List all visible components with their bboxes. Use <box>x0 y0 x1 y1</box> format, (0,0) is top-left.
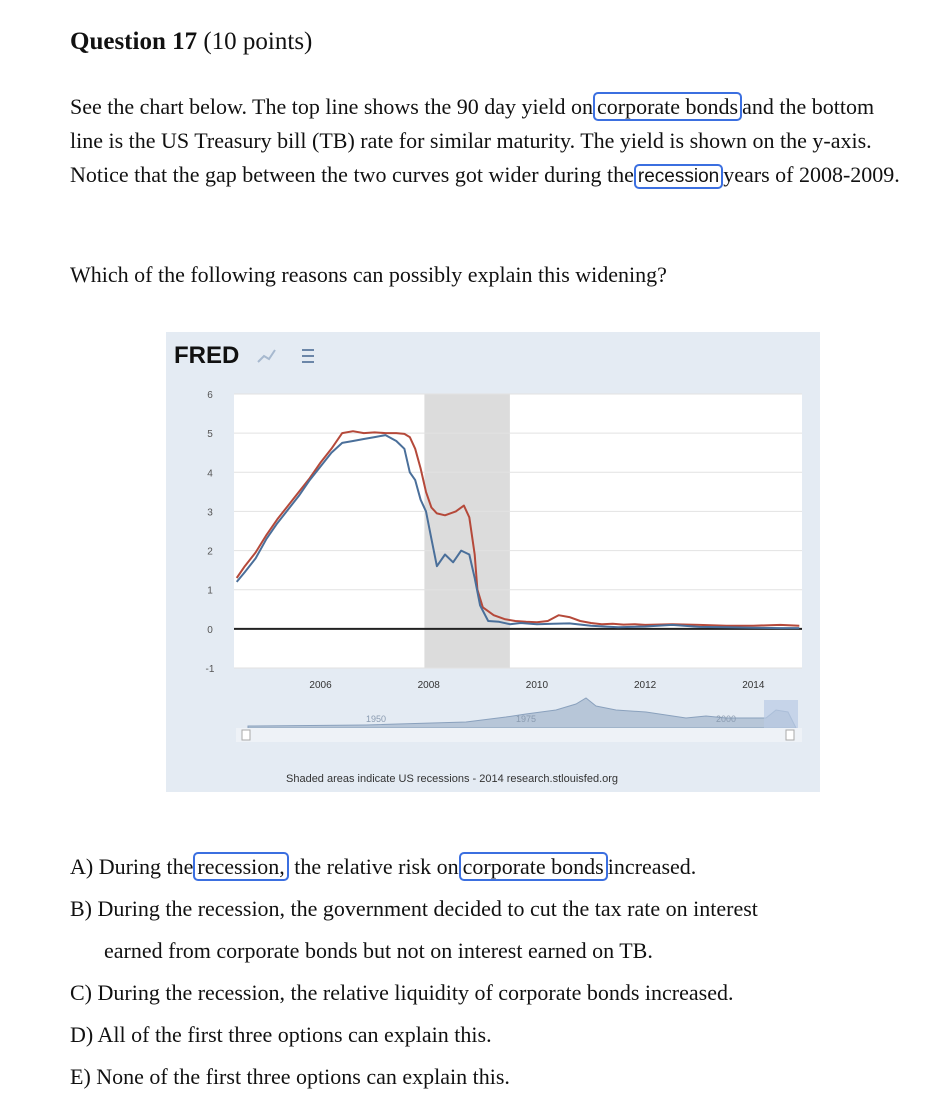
option-a-suffix: increased. <box>607 854 697 879</box>
x-tick-label: 2010 <box>525 680 549 691</box>
option-a-mid: the relative risk on <box>294 854 459 879</box>
navigator-label: 1950 <box>365 714 387 724</box>
scroll-left-arrow <box>242 730 250 740</box>
question-prompt: Which of the following reasons can possibly explain this widening? <box>70 262 667 287</box>
option-a-highlight-recession[interactable]: recession, <box>193 852 288 881</box>
fred-logo: FRED <box>174 342 240 369</box>
plot-area <box>206 390 802 691</box>
highlight-recession[interactable]: recession <box>634 164 723 189</box>
navigator-label: 2000 <box>715 714 737 724</box>
answer-options <box>70 846 910 1098</box>
question-points: (10 points) <box>203 28 313 55</box>
recession-shading <box>424 394 509 668</box>
y-tick-label: 5 <box>207 429 213 441</box>
option-b-line2: earned from corporate bonds but not on interest earned on TB. <box>104 938 653 963</box>
navigator-scrollbar <box>236 728 802 742</box>
x-tick-label: 2014 <box>742 680 765 691</box>
y-tick-label: -1 <box>205 664 215 675</box>
navigator-label: 1975 <box>515 714 537 724</box>
y-tick-label: 0 <box>207 624 213 636</box>
x-tick-label: 2006 <box>309 680 332 691</box>
option-e[interactable]: E) None of the first three options can explain this. <box>70 1064 510 1089</box>
logo-chart-icon <box>258 350 275 362</box>
x-tick-label: 2012 <box>633 680 657 691</box>
y-tick-label: 6 <box>207 390 213 401</box>
chart-svg <box>166 332 820 792</box>
question-number: Question 17 <box>70 28 198 55</box>
option-c[interactable]: C) During the recession, the relative liquidity of corporate bonds increased. <box>70 980 734 1005</box>
question-title <box>70 28 312 56</box>
intro-text-3: years of 2008-2009. <box>723 162 900 187</box>
menu-icon[interactable] <box>302 350 314 362</box>
highlight-corporate-bonds[interactable]: corporate bonds <box>593 92 742 121</box>
option-a-highlight-corporate-bonds[interactable]: corporate bonds <box>459 852 608 881</box>
intro-text-1: See the chart below. The top line shows the 90 day yield on <box>70 94 593 119</box>
y-tick-label: 3 <box>207 507 213 519</box>
scroll-right-arrow <box>786 730 794 740</box>
fred-chart <box>166 332 820 792</box>
option-d[interactable]: D) All of the first three options can explain this. <box>70 1022 492 1047</box>
y-tick-label: 2 <box>207 546 213 558</box>
question-intro <box>70 90 910 194</box>
y-tick-label: 4 <box>207 468 213 480</box>
navigator-selection <box>764 700 798 730</box>
option-a[interactable] <box>70 846 910 888</box>
y-tick-label: 1 <box>207 585 213 597</box>
option-b-line1: B) During the recession, the government decided to cut the tax rate on interest <box>70 896 758 921</box>
intro-text-2: and the bottom line is the US Treasury bill (TB) rate for similar maturity. The yield is shown on the y-axis. Notice that the gap between the two curves got wider during the <box>70 94 875 187</box>
option-b[interactable] <box>70 888 910 972</box>
option-a-prefix: A) During the <box>70 854 194 879</box>
x-tick-label: 2008 <box>417 680 440 691</box>
recession-note: Shaded areas indicate US recessions - 2014 research.stlouisfed.org <box>286 773 619 785</box>
range-navigator[interactable] <box>236 698 802 742</box>
